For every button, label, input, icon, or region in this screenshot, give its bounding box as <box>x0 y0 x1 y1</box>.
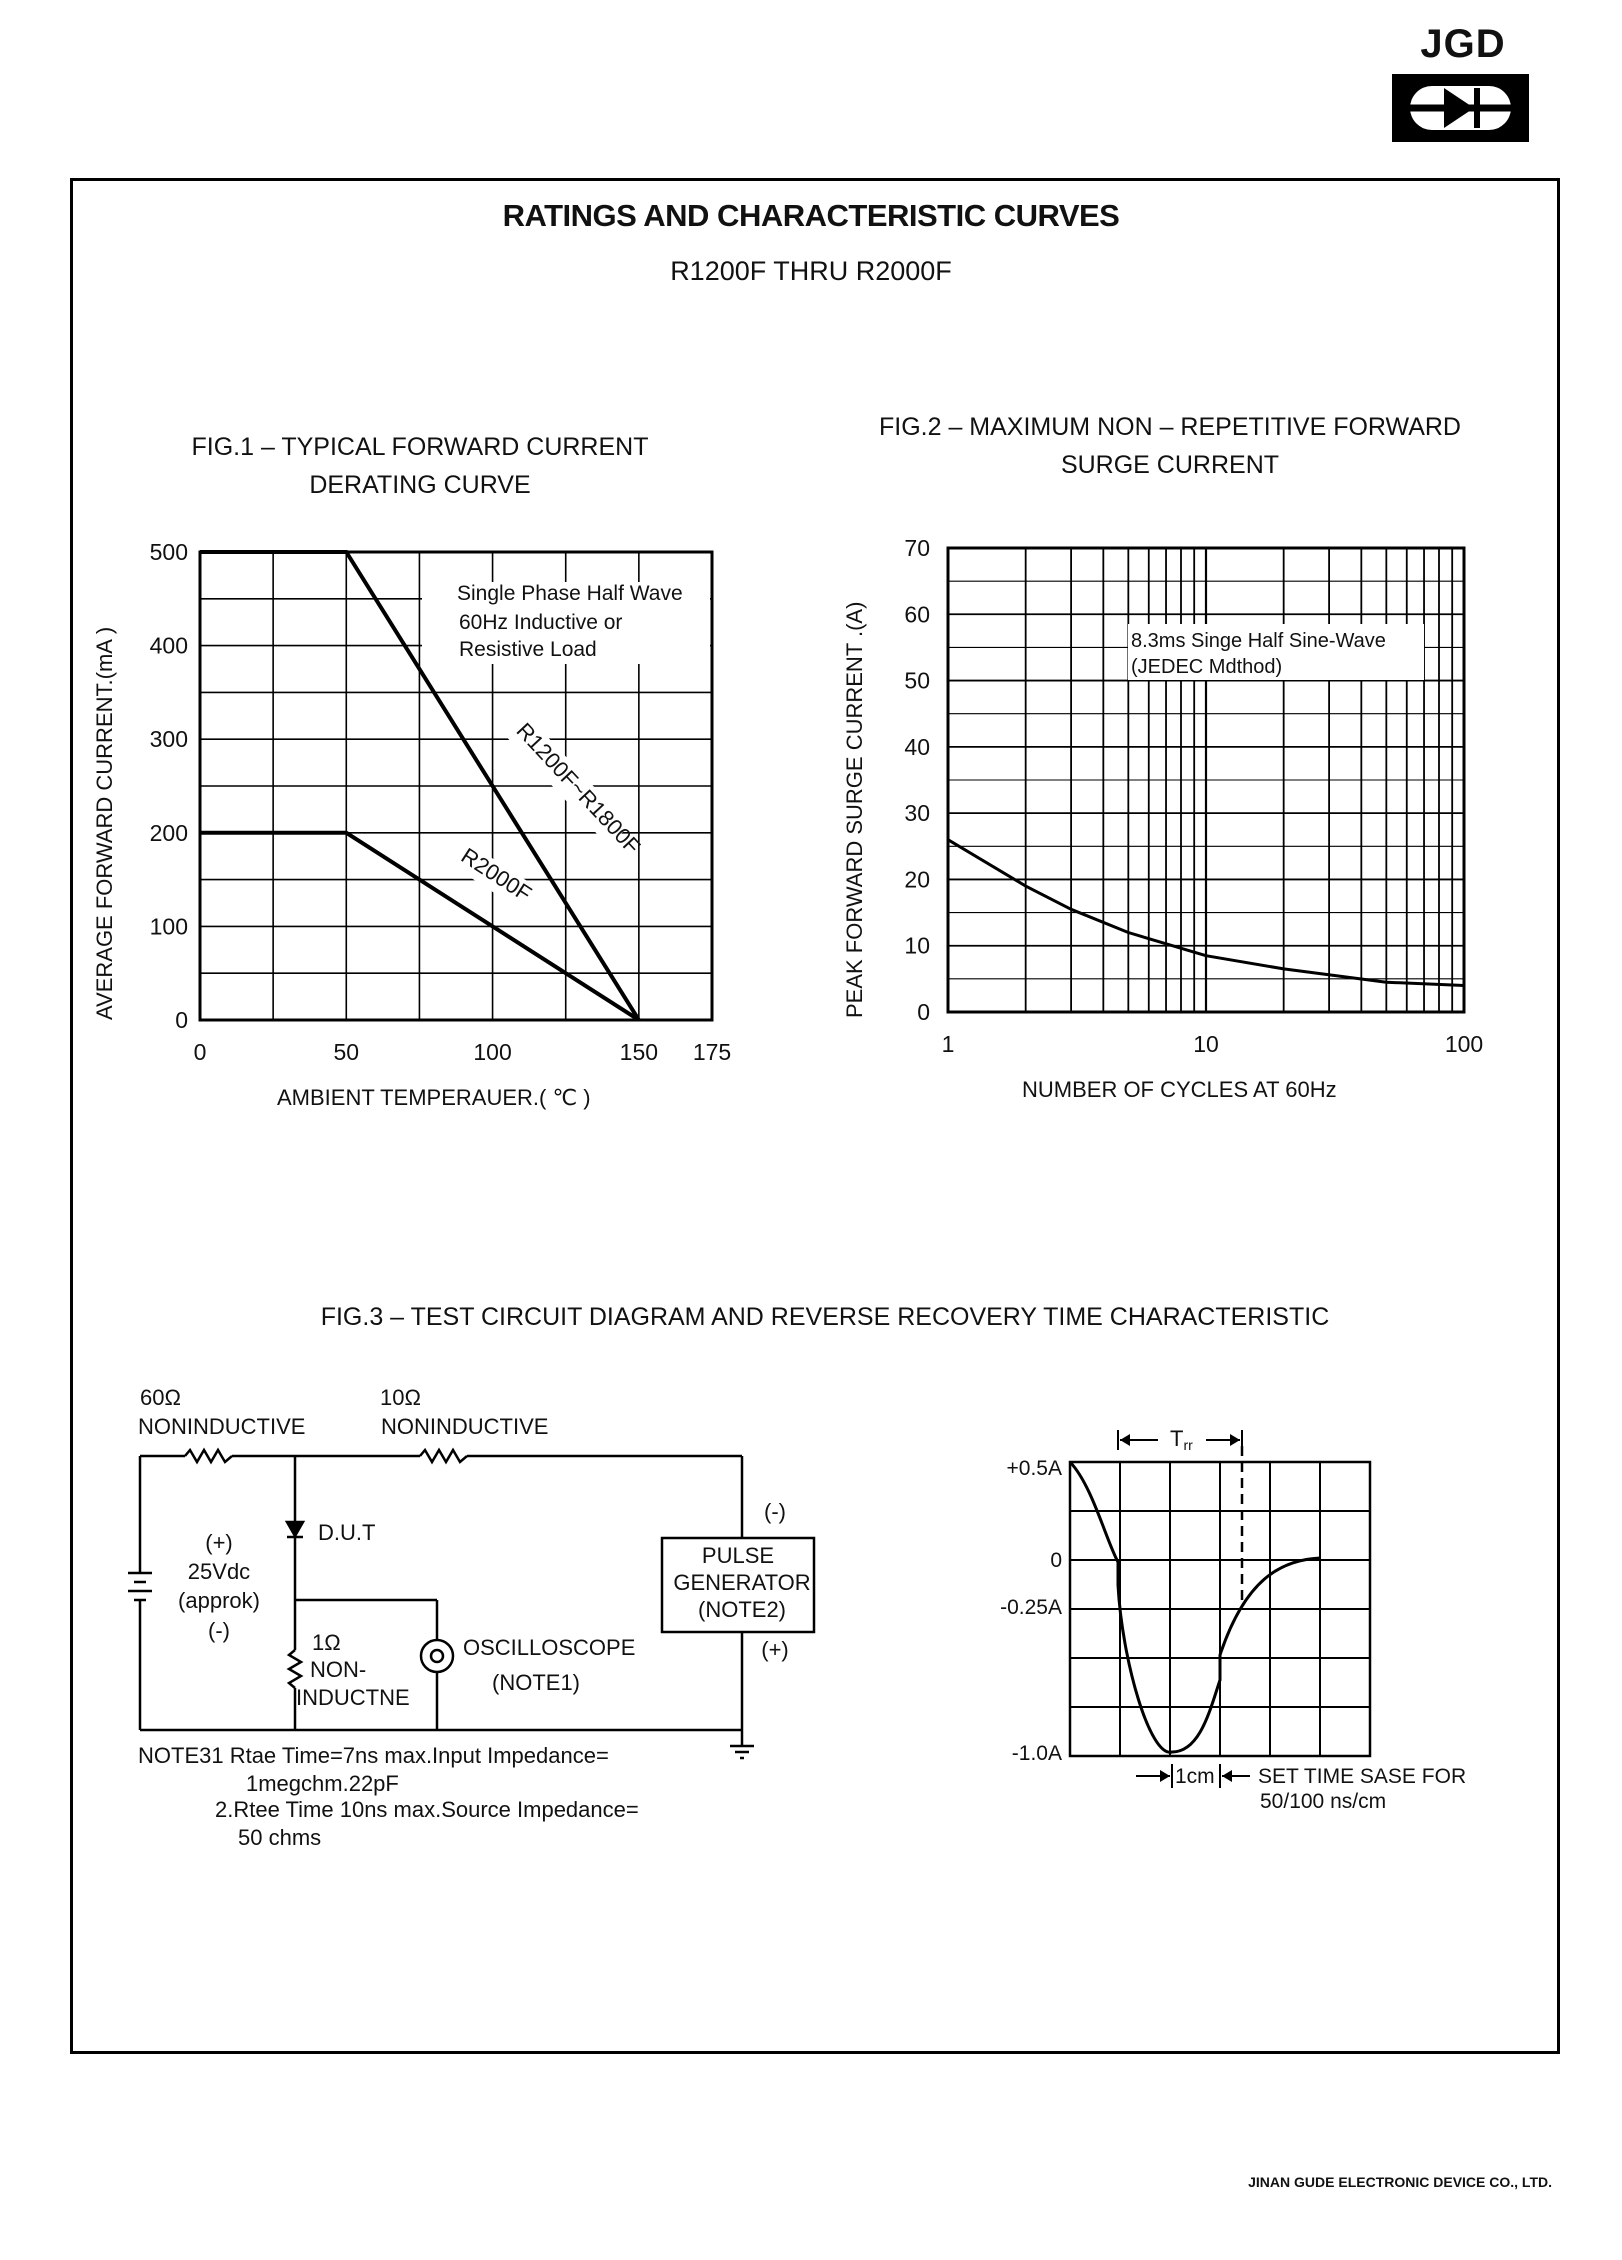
source-approx-label: (approk) <box>178 1588 260 1613</box>
r10-type: NONINDUCTIVE <box>381 1414 549 1439</box>
source-minus-label: (-) <box>208 1618 230 1643</box>
scale-1cm-label: 1cm <box>1175 1765 1215 1788</box>
r1-line2: INDUCTNE <box>296 1685 410 1710</box>
fig1-note-line3: Resistive Load <box>459 638 597 661</box>
page-subtitle: R1200F THRU R2000F <box>670 256 952 286</box>
dut-label: D.U.T <box>318 1520 376 1545</box>
fig1-series-label-r2000: R2000F <box>456 842 537 907</box>
fig1-note-line1: Single Phase Half Wave <box>457 582 683 605</box>
fig2-xtick-label: 1 <box>941 1031 955 1057</box>
company-logo-text: JGD <box>1420 22 1506 66</box>
pulse-line2: GENERATOR <box>673 1570 811 1595</box>
fig1-title-line1: FIG.1 – TYPICAL FORWARD CURRENT <box>191 433 649 461</box>
fig2-xtick-label: 10 <box>1193 1031 1219 1057</box>
wave-ytick-minus10: -1.0A <box>1011 1742 1062 1765</box>
fig1-note-line2: 60Hz Inductive or <box>459 611 623 634</box>
page-title: RATINGS AND CHARACTERISTIC CURVES <box>502 198 1120 233</box>
note1-line2: 1megchm.22pF <box>246 1771 399 1796</box>
fig2-ytick-label: 20 <box>904 866 930 893</box>
dut-diode-icon <box>287 1522 303 1536</box>
note2-line1: 2.Rtee Time 10ns max.Source Impedance= <box>215 1797 639 1822</box>
r10-value: 10Ω <box>380 1385 421 1410</box>
fig1-ytick-label: 500 <box>149 539 188 565</box>
fig2-note-line1: 8.3ms Singe Half Sine-Wave <box>1131 630 1386 652</box>
source-plus-label: (+) <box>205 1530 233 1555</box>
fig1-title-line2: DERATING CURVE <box>309 471 531 499</box>
fig1-xlabel: AMBIENT TEMPERAUER.( ℃ ) <box>277 1085 591 1110</box>
fig1-ytick-label: 0 <box>175 1007 188 1033</box>
fig1-chart <box>92 539 731 1110</box>
reverse-recovery-waveform <box>1000 1426 1466 1813</box>
source-voltage-label: 25Vdc <box>187 1559 251 1584</box>
set-time-line1: SET TIME SASE FOR <box>1258 1765 1467 1788</box>
fig2-ytick-label: 0 <box>917 999 930 1025</box>
fig2-ytick-label: 70 <box>904 535 930 561</box>
fig1-xtick-label: 100 <box>473 1039 512 1065</box>
pulse-line1: PULSE <box>701 1543 775 1568</box>
fig2-ytick-label: 10 <box>904 932 930 959</box>
fig2-chart <box>842 535 1483 1102</box>
r60-type: NONINDUCTIVE <box>138 1414 306 1439</box>
fig2-title-line1: FIG.2 – MAXIMUM NON – REPETITIVE FORWARD <box>878 413 1461 441</box>
fig1-ytick-label: 400 <box>149 632 188 659</box>
fig2-note-line2: (JEDEC Mdthod) <box>1131 656 1283 678</box>
pulse-line3: (NOTE2) <box>698 1597 786 1622</box>
wave-ytick-zero: 0 <box>1050 1549 1062 1572</box>
r1-line1: NON- <box>310 1657 367 1682</box>
recovery-waveform-curve <box>1070 1462 1320 1752</box>
battery-icon <box>128 1573 152 1600</box>
resistor-60-ohm-symbol <box>185 1450 232 1462</box>
fig3-title: FIG.3 – TEST CIRCUIT DIAGRAM AND REVERSE RECOVERY TIME CHARACTERISTIC <box>320 1303 1330 1331</box>
company-footer: JINAN GUDE ELECTRONIC DEVICE CO., LTD. <box>1248 2174 1552 2190</box>
wave-ytick-minus025: -0.25A <box>1000 1596 1062 1619</box>
ground-icon <box>730 1746 754 1758</box>
pulse-plus-label: (+) <box>761 1637 789 1662</box>
note1-line1: NOTE31 Rtae Time=7ns max.Input Impedance= <box>138 1743 609 1768</box>
fig2-ytick-label: 30 <box>904 800 930 827</box>
fig2-xlabel: NUMBER OF CYCLES AT 60Hz <box>1022 1077 1337 1102</box>
r60-value: 60Ω <box>140 1385 181 1410</box>
oscilloscope-label: OSCILLOSCOPE <box>463 1635 636 1660</box>
fig1-ylabel: AVERAGE FORWARD CURRENT.(mA ) <box>92 626 117 1020</box>
set-time-line2: 50/100 ns/cm <box>1260 1790 1387 1813</box>
trr-label: Trr <box>1170 1426 1193 1453</box>
fig1-ytick-label: 100 <box>149 913 188 940</box>
resistor-1-ohm-symbol <box>289 1650 301 1688</box>
fig1-ytick-label: 200 <box>149 819 188 846</box>
resistor-10-ohm-symbol <box>420 1450 467 1462</box>
fig1-xtick-label: 175 <box>692 1039 732 1065</box>
fig1-xtick-label: 50 <box>333 1039 360 1065</box>
fig2-xtick-label: 100 <box>1444 1031 1484 1057</box>
fig1-series-label-r1200: R1200F~R1800F <box>511 717 646 859</box>
pulse-minus-label: (-) <box>764 1499 786 1524</box>
note2-line2: 50 chms <box>238 1825 322 1850</box>
fig1-xtick-label: 150 <box>619 1039 659 1065</box>
fig1-ytick-label: 300 <box>149 726 188 753</box>
oscilloscope-note: (NOTE1) <box>492 1670 580 1695</box>
fig2-title-line2: SURGE CURRENT <box>1060 451 1280 479</box>
fig2-ylabel: PEAK FORWARD SURGE CURRENT .(A) <box>842 601 867 1018</box>
fig2-ytick-label: 40 <box>904 733 930 760</box>
wave-ytick-plus05: +0.5A <box>1006 1457 1062 1480</box>
r1-value: 1Ω <box>312 1630 341 1655</box>
fig2-ytick-label: 60 <box>904 601 930 628</box>
fig2-ytick-label: 50 <box>904 667 930 694</box>
fig1-xtick-label: 0 <box>193 1039 207 1065</box>
